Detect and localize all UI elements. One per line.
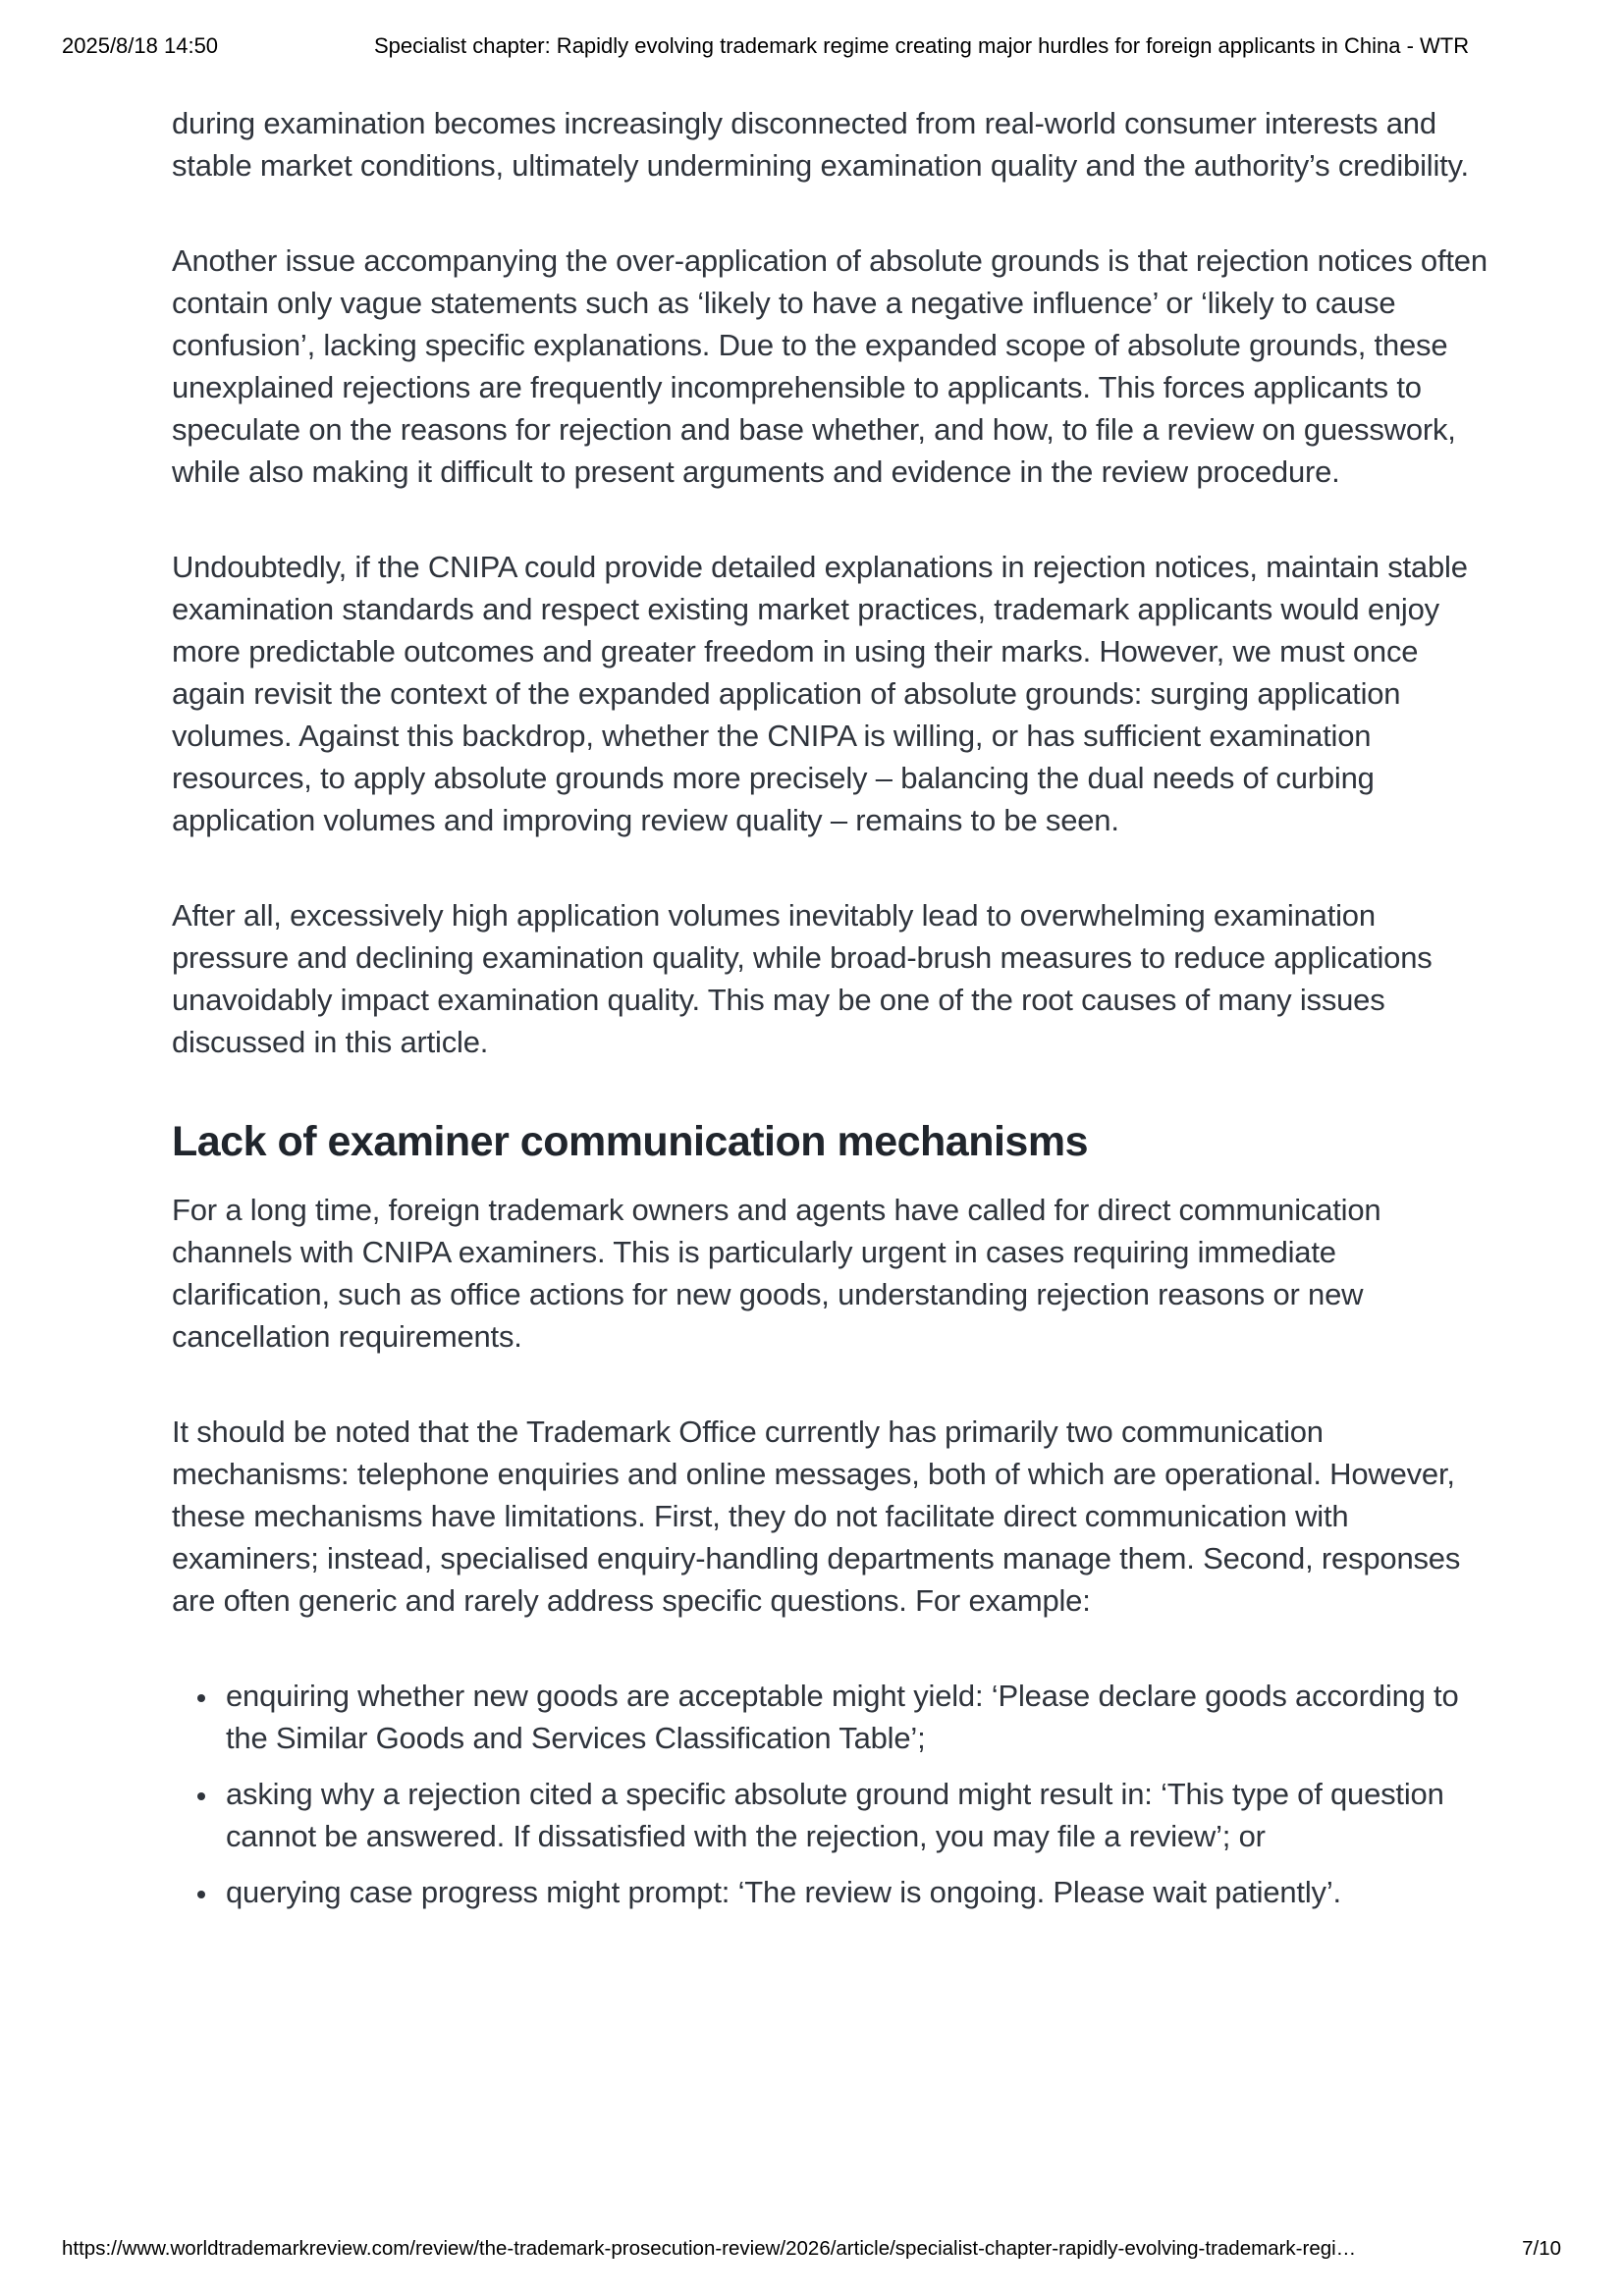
section-heading: Lack of examiner communication mechanisms <box>172 1118 1088 1165</box>
footer-page-number: 7/10 <box>1522 2237 1561 2260</box>
paragraph: during examination becomes increasingly disconnected from real-world consumer interests and stable market conditions, ultimately undermining examination quality and the authority’s credibility. <box>172 106 1469 183</box>
print-footer <box>0 2237 1623 2261</box>
paragraph: It should be noted that the Trademark Office currently has primarily two communication mechanisms: telephone enquiries and online messages, both of which are operational. However, these mechanisms have limitations. First, they do not facilitate direct communication with examiners; instead, specialised enquiry-handling departments manage them. Second, responses are often generic and rarely address specific questions. For example: <box>172 1415 1461 1618</box>
header-datetime: 2025/8/18 14:50 <box>62 33 219 58</box>
paragraph: After all, excessively high application volumes inevitably lead to overwhelming examination pressure and declining examination quality, while broad-brush measures to reduce applications unavoidably impact examination quality. This may be one of the root causes of many issues discussed in this article. <box>172 898 1433 1059</box>
paragraph: Another issue accompanying the over-application of absolute grounds is that rejection notices often contain only vague statements such as ‘likely to have a negative influence’ or ‘likely to cause confusion’, lacking specific explanations. Due to the expanded scope of absolute grounds, these unexplained rejections are frequently incomprehensible to applicants. This forces applicants to speculate on the reasons for rejection and base whether, and how, to file a review on guesswork, while also making it difficult to present arguments and evidence in the review procedure. <box>172 243 1488 489</box>
bullet-item: • enquiring whether new goods are acceptable might yield: ‘Please declare goods according to the Similar Goods and Services Classification Table’; <box>220 1675 1495 1759</box>
print-header <box>0 33 1623 59</box>
header-document-title: Specialist chapter: Rapidly evolving trademark regime creating major hurdles for foreign applicants in China - WTR <box>373 33 1470 58</box>
bullet-list <box>172 1675 1495 1913</box>
footer-url: https://www.worldtrademarkreview.com/review/the-trademark-prosecution-review/2026/article/specialist-chapter-rapidly-evolving-trademark-regi… <box>62 2237 1357 2260</box>
bullet-item: • asking why a rejection cited a specific absolute ground might result in: ‘This type of question cannot be answered. If dissatisfied with the rejection, you may file a review’; or <box>220 1773 1495 1857</box>
paragraph: Undoubtedly, if the CNIPA could provide detailed explanations in rejection notices, maintain stable examination standards and respect existing market practices, trademark applicants would enjoy more predictable outcomes and greater freedom in using their marks. However, we must once again revisit the context of the expanded application of absolute grounds: surging application volumes. Against this backdrop, whether the CNIPA is willing, or has sufficient examination resources, to apply absolute grounds more precisely – balancing the dual needs of curbing application volumes and improving review quality – remains to be seen. <box>172 550 1468 837</box>
bullet-item: • querying case progress might prompt: ‘The review is ongoing. Please wait patiently’. <box>220 1871 1495 1913</box>
paragraph: For a long time, foreign trademark owners and agents have called for direct communication channels with CNIPA examiners. This is particularly urgent in cases requiring immediate clarification, such as office actions for new goods, understanding rejection reasons or new cancellation requirements. <box>172 1193 1381 1354</box>
article-body <box>172 102 1495 1927</box>
